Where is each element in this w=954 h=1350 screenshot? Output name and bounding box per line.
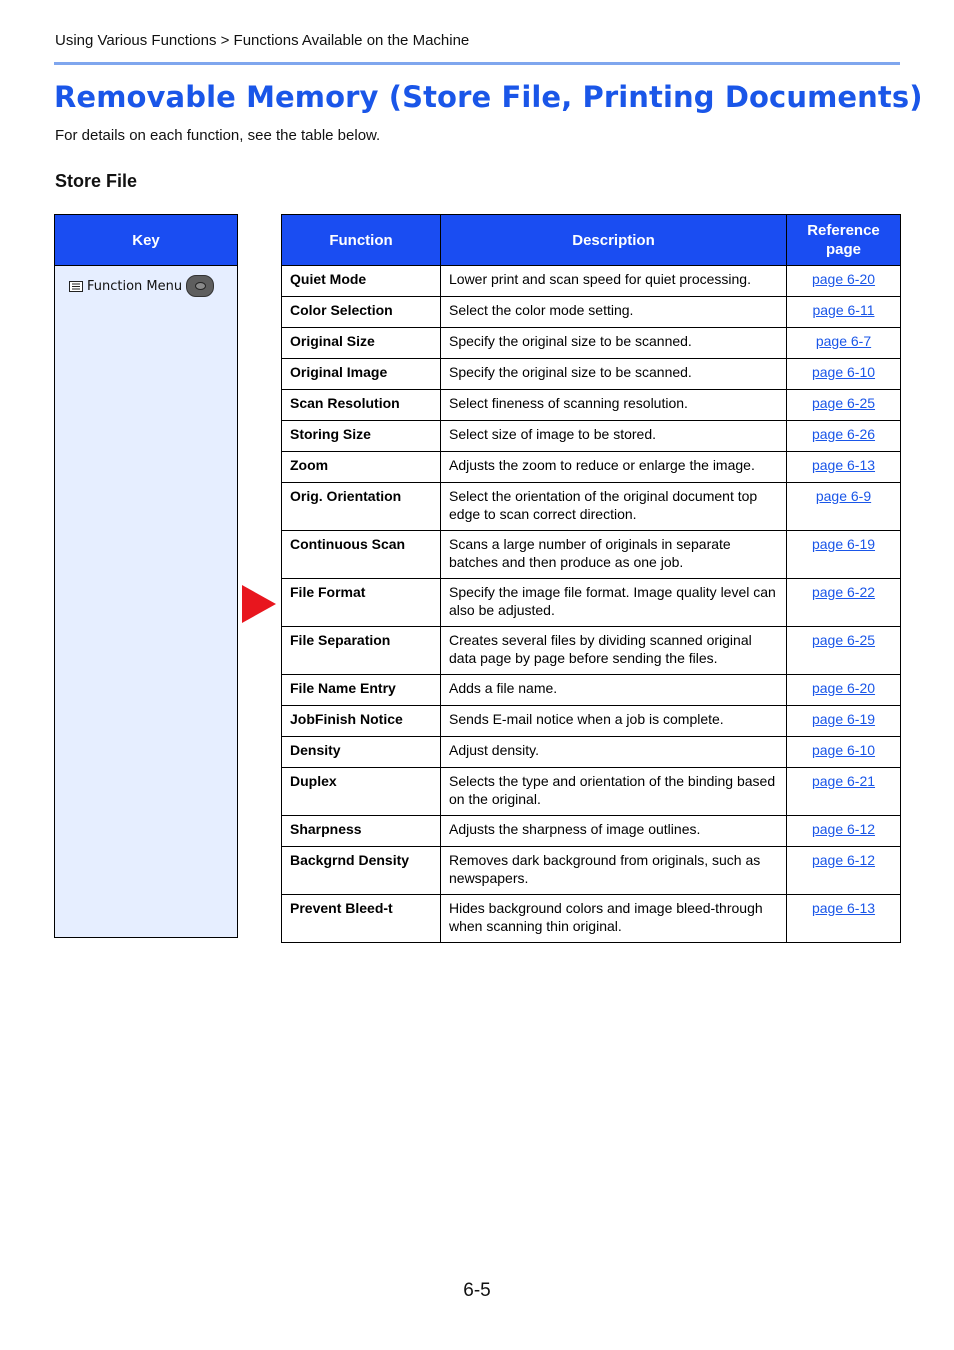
description-cell: Adjusts the sharpness of image outlines. (441, 816, 787, 847)
reference-page-link[interactable]: page 6-25 (811, 632, 876, 648)
description-cell: Specify the original size to be scanned. (441, 328, 787, 359)
table-row (282, 675, 901, 706)
reference-cell (787, 675, 901, 706)
reference-page-link[interactable]: page 6-22 (811, 584, 876, 600)
function-cell: Storing Size (282, 421, 441, 452)
function-cell: Original Size (282, 328, 441, 359)
function-cell: Duplex (282, 768, 441, 816)
key-panel (54, 214, 238, 938)
reference-page-link[interactable]: page 6-7 (815, 333, 872, 349)
hardware-key-dot (195, 282, 206, 290)
reference-cell (787, 579, 901, 627)
description-cell: Select the orientation of the original document top edge to scan correct direction. (441, 483, 787, 531)
table-row (282, 266, 901, 297)
column-header-description: Description (441, 215, 787, 266)
reference-page-link[interactable]: page 6-13 (811, 457, 876, 473)
reference-cell (787, 706, 901, 737)
table-row (282, 297, 901, 328)
reference-page-link[interactable]: page 6-21 (811, 773, 876, 789)
menu-list-icon (69, 281, 83, 292)
table-row (282, 579, 901, 627)
function-cell: Continuous Scan (282, 531, 441, 579)
function-cell: Density (282, 737, 441, 768)
function-cell: Scan Resolution (282, 390, 441, 421)
table-row (282, 768, 901, 816)
table-row (282, 328, 901, 359)
key-header: Key (55, 215, 237, 266)
function-cell: Quiet Mode (282, 266, 441, 297)
function-cell: Backgrnd Density (282, 847, 441, 895)
table-row (282, 627, 901, 675)
description-cell: Specify the original size to be scanned. (441, 359, 787, 390)
key-function-menu (69, 275, 237, 297)
table-row (282, 483, 901, 531)
reference-cell (787, 452, 901, 483)
description-cell: Lower print and scan speed for quiet processing. (441, 266, 787, 297)
function-table (281, 214, 901, 943)
function-cell: Sharpness (282, 816, 441, 847)
reference-page-link[interactable]: page 6-19 (811, 711, 876, 727)
reference-cell (787, 390, 901, 421)
reference-cell (787, 627, 901, 675)
reference-cell (787, 266, 901, 297)
description-cell: Select fineness of scanning resolution. (441, 390, 787, 421)
function-cell: Orig. Orientation (282, 483, 441, 531)
description-cell: Adds a file name. (441, 675, 787, 706)
reference-page-link[interactable]: page 6-13 (811, 900, 876, 916)
description-cell: Removes dark background from originals, such as newspapers. (441, 847, 787, 895)
reference-page-link[interactable]: page 6-26 (811, 426, 876, 442)
description-cell: Select size of image to be stored. (441, 421, 787, 452)
reference-cell (787, 421, 901, 452)
hardware-key-icon (186, 275, 214, 297)
table-row (282, 847, 901, 895)
reference-page-link[interactable]: page 6-20 (811, 271, 876, 287)
reference-cell (787, 768, 901, 816)
reference-page-link[interactable]: page 6-10 (811, 364, 876, 380)
description-cell: Sends E-mail notice when a job is complete. (441, 706, 787, 737)
function-cell: File Format (282, 579, 441, 627)
table-row (282, 531, 901, 579)
table-row (282, 706, 901, 737)
column-header-function: Function (282, 215, 441, 266)
reference-cell (787, 359, 901, 390)
reference-cell (787, 483, 901, 531)
table-row (282, 816, 901, 847)
description-cell: Hides background colors and image bleed-through when scanning thin original. (441, 895, 787, 943)
table-row (282, 359, 901, 390)
reference-page-link[interactable]: page 6-12 (811, 852, 876, 868)
reference-page-link[interactable]: page 6-12 (811, 821, 876, 837)
reference-cell (787, 531, 901, 579)
reference-cell (787, 847, 901, 895)
description-cell: Select the color mode setting. (441, 297, 787, 328)
page-number: 6-5 (463, 1280, 491, 1301)
reference-page-link[interactable]: page 6-11 (812, 302, 875, 318)
reference-cell (787, 328, 901, 359)
breadcrumb: Using Various Functions > Functions Available on the Machine (55, 32, 470, 49)
function-cell: Original Image (282, 359, 441, 390)
reference-cell (787, 737, 901, 768)
header-divider (54, 62, 900, 65)
description-cell: Selects the type and orientation of the binding based on the original. (441, 768, 787, 816)
table-row (282, 390, 901, 421)
function-cell: Zoom (282, 452, 441, 483)
description-cell: Specify the image file format. Image quality level can also be adjusted. (441, 579, 787, 627)
description-cell: Creates several files by dividing scanned original data page by page before sending the files. (441, 627, 787, 675)
reference-cell (787, 816, 901, 847)
reference-page-link[interactable]: page 6-20 (811, 680, 876, 696)
reference-page-link[interactable]: page 6-9 (815, 488, 872, 504)
table-row (282, 895, 901, 943)
function-cell: JobFinish Notice (282, 706, 441, 737)
red-triangle-pointer-icon (242, 585, 276, 623)
function-cell: File Name Entry (282, 675, 441, 706)
reference-cell (787, 895, 901, 943)
column-header-reference (787, 215, 901, 266)
table-row (282, 452, 901, 483)
function-cell: File Separation (282, 627, 441, 675)
section-title: Store File (55, 171, 138, 191)
table-row (282, 737, 901, 768)
table-row (282, 421, 901, 452)
table-header-row (282, 215, 901, 266)
page-title: Removable Memory (Store File, Printing Documents) (54, 80, 923, 114)
reference-page-link[interactable]: page 6-25 (811, 395, 876, 411)
reference-page-link[interactable]: page 6-10 (811, 742, 876, 758)
reference-cell (787, 297, 901, 328)
function-menu-label: Function Menu (87, 278, 183, 294)
description-cell: Adjusts the zoom to reduce or enlarge the image. (441, 452, 787, 483)
intro-text: For details on each function, see the table below. (55, 127, 381, 144)
description-cell: Scans a large number of originals in separate batches and then produce as one job. (441, 531, 787, 579)
function-cell: Color Selection (282, 297, 441, 328)
reference-header-label: Reference page (807, 222, 880, 258)
table-body (282, 266, 901, 943)
description-cell: Adjust density. (441, 737, 787, 768)
reference-page-link[interactable]: page 6-19 (811, 536, 876, 552)
function-cell: Prevent Bleed-t (282, 895, 441, 943)
